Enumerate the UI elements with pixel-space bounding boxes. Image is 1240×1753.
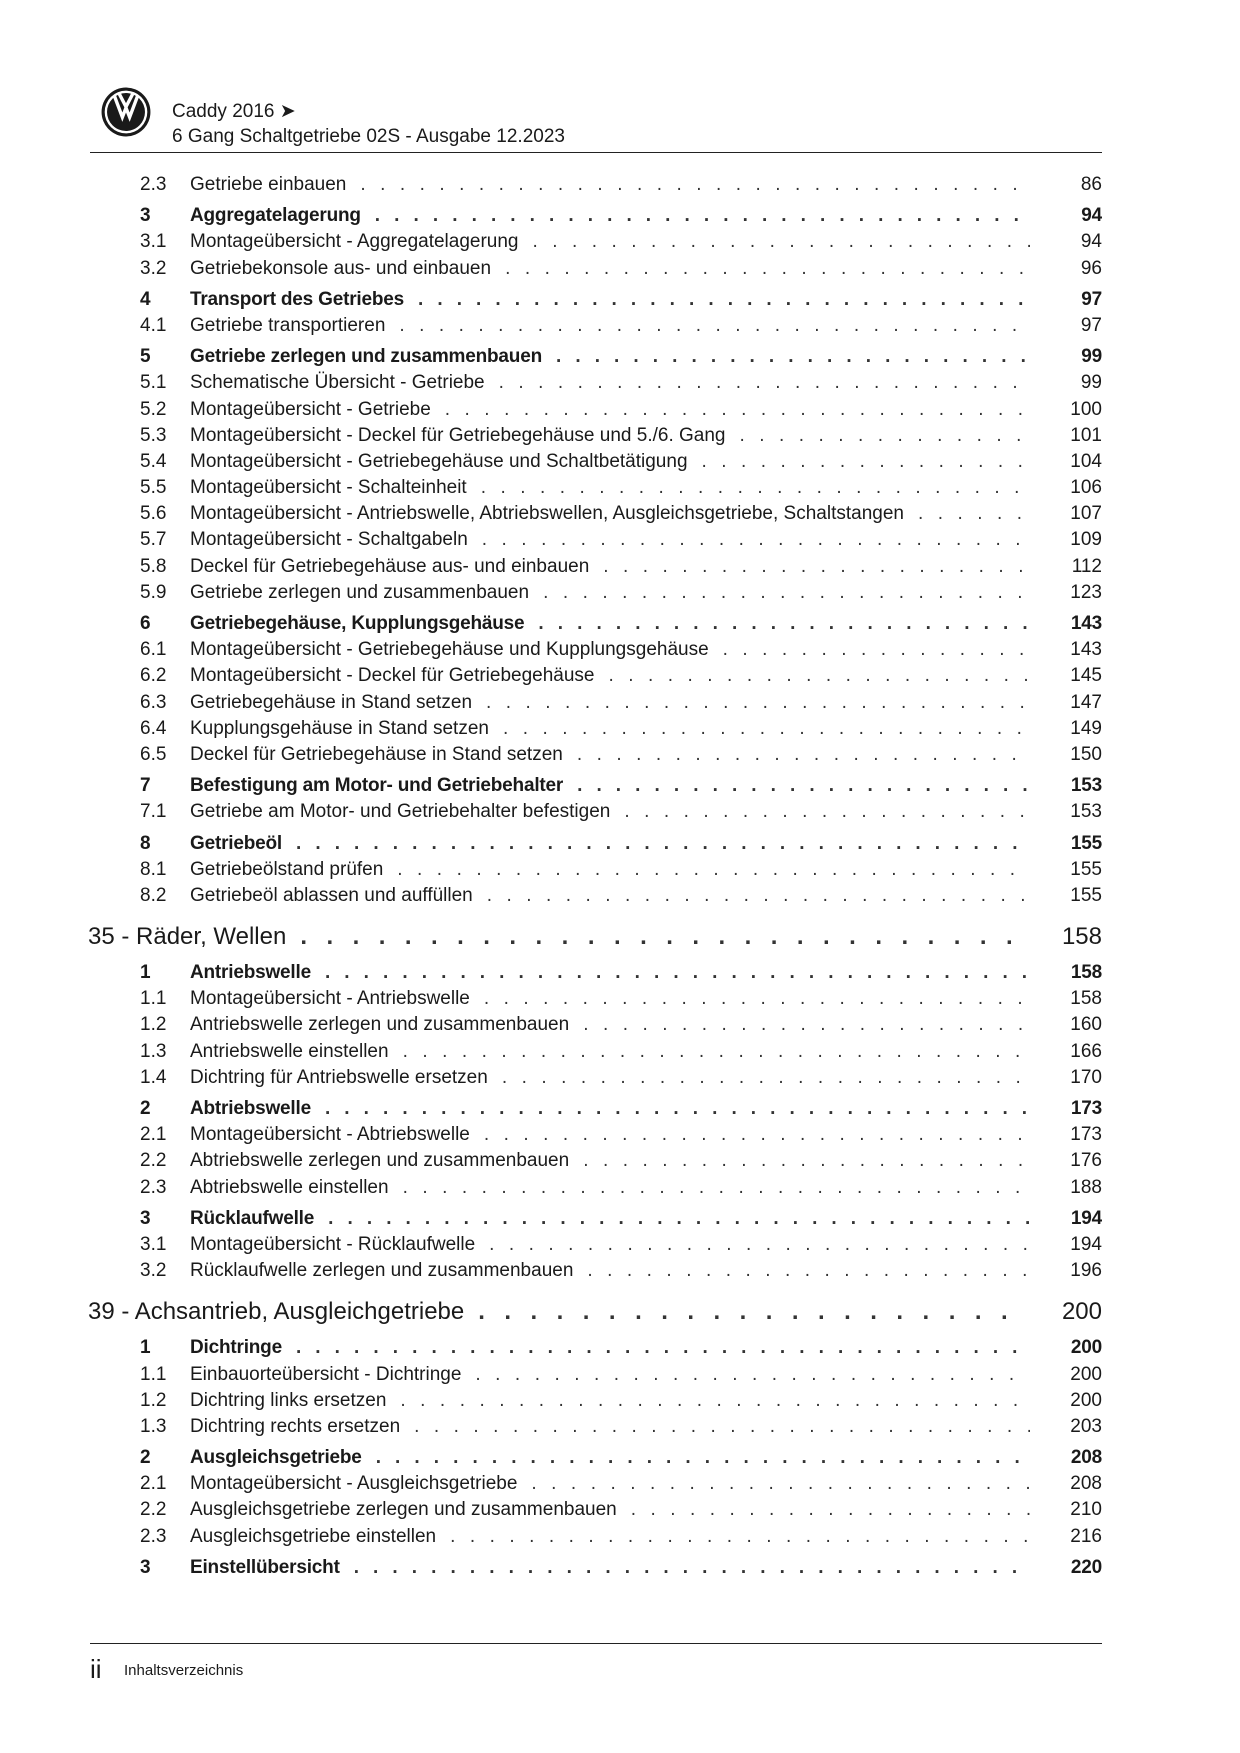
toc-entry-title: Abtriebswelle zerlegen und zusammenbauen (190, 1150, 570, 1172)
toc-subsection[interactable] (88, 1497, 1102, 1523)
footer-section-label: Inhaltsverzeichnis (124, 1662, 244, 1679)
toc-subsection[interactable] (88, 1362, 1102, 1388)
toc-subsection[interactable] (88, 527, 1102, 553)
toc-entry-number: 1.3 (140, 1040, 167, 1062)
toc-subsection[interactable] (88, 799, 1102, 825)
toc-entry-number: 6.5 (140, 743, 167, 765)
vw-logo-icon (100, 86, 152, 138)
toc-dot-leader (414, 1414, 1030, 1440)
toc-entry-page: 143 (1070, 613, 1102, 634)
page-header (90, 86, 1102, 152)
toc-dot-leader (376, 1445, 1030, 1471)
toc-entry-number: 2.2 (140, 1150, 167, 1172)
toc-dot-leader (325, 960, 1030, 986)
toc-entry-title: Montageübersicht - Schaltgabeln (190, 529, 468, 551)
toc-dot-leader (577, 773, 1030, 799)
toc-entry-number: 5.2 (140, 398, 167, 420)
toc-entry-page: 196 (1070, 1260, 1102, 1282)
toc-entry-page: 194 (1070, 1233, 1102, 1255)
toc-entry-number: 1.3 (140, 1415, 167, 1437)
toc-entry-number: 2 (140, 1447, 151, 1469)
toc-entry-number: 5.4 (140, 450, 167, 472)
toc-entry-title: Rücklaufwelle zerlegen und zusammenbauen (190, 1260, 574, 1282)
toc-entry-page: 100 (1070, 398, 1102, 420)
toc-entry-title: Montageübersicht - Ausgleichsgetriebe (190, 1473, 518, 1495)
toc-entry-page: 208 (1070, 1473, 1102, 1495)
toc-entry-title: Getriebe transportieren (190, 314, 386, 336)
toc-entry-number: 1.2 (140, 1389, 167, 1411)
toc-entry-number: 5.6 (140, 503, 167, 525)
toc-subsection[interactable] (88, 1232, 1102, 1258)
toc-dot-leader (400, 1388, 1030, 1414)
toc-dot-leader (475, 1362, 1030, 1388)
toc-dot-leader (484, 986, 1030, 1012)
toc-subsection[interactable] (88, 580, 1102, 606)
toc-dot-leader (481, 475, 1030, 501)
toc-entry-number: 6.2 (140, 665, 167, 687)
toc-dot-leader (624, 799, 1030, 825)
toc-entry-title: Montageübersicht - Deckel für Getriebegehäuse (190, 665, 595, 687)
toc-entry-page: 216 (1070, 1525, 1102, 1547)
toc-subsection[interactable] (88, 1388, 1102, 1414)
toc-subsection[interactable] (88, 1065, 1102, 1091)
toc-subsection[interactable] (88, 1524, 1102, 1550)
toc-entry-title: Ausgleichsgetriebe einstellen (190, 1525, 437, 1547)
toc-entry-page: 112 (1071, 555, 1102, 577)
toc-section[interactable] (88, 1335, 1102, 1361)
toc-dot-leader (502, 1065, 1030, 1091)
toc-entry-number: 6.4 (140, 717, 167, 739)
toc-entry-number: 3 (140, 1556, 151, 1578)
toc-dot-leader (296, 831, 1030, 857)
toc-entry-number: 3 (140, 1207, 151, 1229)
toc-entry-title: Abtriebswelle (190, 1098, 311, 1119)
toc-entry-number: 1.1 (140, 988, 167, 1010)
toc-dot-leader (702, 449, 1030, 475)
toc-entry-page: 106 (1070, 477, 1102, 499)
toc-entry-number: 8 (140, 832, 151, 854)
toc-entry-title: Ausgleichsgetriebe (190, 1447, 362, 1469)
toc-entry-page: 153 (1070, 801, 1102, 823)
toc-subsection[interactable] (88, 637, 1102, 663)
toc-entry-page: 200 (1070, 1337, 1102, 1359)
toc-subsection[interactable] (88, 313, 1102, 339)
toc-entry-title: Transport des Getriebes (190, 288, 404, 310)
toc-entry-page: 200 (1070, 1389, 1102, 1411)
toc-entry-number: 5.5 (140, 477, 167, 499)
toc-entry-page: 104 (1070, 450, 1102, 472)
toc-entry-title: Kupplungsgehäuse in Stand setzen (190, 717, 489, 739)
toc-entry-number: 3.2 (140, 1260, 167, 1282)
toc-entry-title: Antriebswelle (190, 962, 311, 984)
toc-dot-leader (503, 716, 1030, 742)
toc-section[interactable] (88, 1096, 1102, 1122)
toc-dot-leader (531, 1471, 1030, 1497)
toc-entry-title: 39 - Achsantrieb, Ausgleichgetriebe (88, 1298, 465, 1326)
toc-subsection[interactable] (88, 229, 1102, 255)
toc-section[interactable] (88, 1206, 1102, 1232)
toc-subsection[interactable] (88, 256, 1102, 282)
toc-dot-leader (583, 1012, 1030, 1038)
toc-entry-title: Einbauorteübersicht - Dichtringe (190, 1363, 462, 1385)
toc-entry-title: Aggregatelagerung (190, 205, 361, 227)
toc-dot-leader (486, 690, 1030, 716)
toc-entry-page: 158 (1070, 962, 1102, 984)
toc-entry-page: 99 (1081, 346, 1102, 368)
toc-entry-page: 145 (1070, 665, 1102, 687)
toc-dot-leader (403, 1175, 1030, 1201)
toc-subsection[interactable] (88, 475, 1102, 501)
toc-subsection[interactable] (88, 1175, 1102, 1201)
toc-dot-leader (533, 229, 1030, 255)
toc-entry-number: 3.1 (140, 1233, 167, 1255)
toc-subsection[interactable] (88, 370, 1102, 396)
toc-subsection[interactable] (88, 1471, 1102, 1497)
toc-dot-leader (583, 1148, 1030, 1174)
toc-entry-title: Dichtringe (190, 1337, 282, 1359)
toc-entry-page: 107 (1070, 503, 1102, 525)
toc-entry-number: 7.1 (140, 801, 167, 823)
toc-dot-leader (445, 397, 1030, 423)
toc-entry-number: 2.3 (140, 1176, 167, 1198)
toc-entry-title: Abtriebswelle einstellen (190, 1176, 389, 1198)
toc-subsection[interactable] (88, 857, 1102, 883)
toc-dot-leader (609, 663, 1030, 689)
toc-entry-title: Getriebe zerlegen und zusammenbauen (190, 346, 542, 368)
toc-dot-leader (403, 1039, 1030, 1065)
toc-entry-title: Antriebswelle einstellen (190, 1040, 389, 1062)
toc-entry-page: 173 (1070, 1098, 1102, 1119)
toc-dot-leader (487, 883, 1030, 909)
table-of-contents (88, 172, 1102, 1581)
toc-dot-leader (397, 857, 1030, 883)
toc-entry-title: Rücklaufwelle (190, 1207, 315, 1229)
toc-section[interactable] (88, 344, 1102, 370)
toc-entry-title: Dichtring für Antriebswelle ersetzen (190, 1066, 488, 1088)
footer-page-number: ii (90, 1654, 102, 1684)
toc-entry-page: 208 (1070, 1447, 1102, 1469)
toc-entry-page: 94 (1081, 205, 1102, 227)
toc-entry-number: 4 (140, 288, 151, 310)
toc-dot-leader (499, 370, 1030, 396)
toc-entry-page: 210 (1070, 1499, 1102, 1521)
toc-entry-number: 3.2 (140, 257, 167, 279)
toc-entry-number: 3.1 (140, 231, 167, 253)
toc-dot-leader (296, 1335, 1030, 1361)
toc-entry-page: 160 (1070, 1014, 1102, 1036)
toc-section[interactable] (88, 773, 1102, 799)
toc-subsection[interactable] (88, 172, 1102, 198)
toc-entry-title: Getriebekonsole aus- und einbauen (190, 257, 492, 279)
toc-dot-leader (543, 580, 1030, 606)
toc-entry-number: 5 (140, 346, 151, 368)
toc-section[interactable] (88, 1445, 1102, 1471)
toc-entry-number: 5.3 (140, 424, 167, 446)
toc-dot-leader (354, 1555, 1030, 1581)
toc-entry-number: 5.1 (140, 372, 167, 394)
toc-section[interactable] (88, 831, 1102, 857)
toc-dot-leader (399, 313, 1030, 339)
toc-entry-page: 153 (1070, 775, 1102, 797)
toc-entry-number: 2 (140, 1098, 151, 1119)
toc-entry-title: Ausgleichsgetriebe zerlegen und zusammenbauen (190, 1499, 617, 1521)
toc-entry-title: Montageübersicht - Schalteinheit (190, 477, 467, 499)
toc-entry-number: 4.1 (140, 314, 167, 336)
toc-entry-page: 200 (1061, 1298, 1102, 1326)
toc-dot-leader (505, 256, 1030, 282)
toc-entry-page: 158 (1061, 923, 1102, 951)
toc-entry-number: 5.9 (140, 581, 167, 603)
toc-entry-title: Getriebeöl ablassen und auffüllen (190, 884, 473, 906)
toc-subsection[interactable] (88, 742, 1102, 768)
toc-subsection[interactable] (88, 423, 1102, 449)
toc-subsection[interactable] (88, 397, 1102, 423)
toc-subsection[interactable] (88, 690, 1102, 716)
toc-entry-number: 6.1 (140, 639, 167, 661)
toc-entry-title: Montageübersicht - Getriebe (190, 398, 431, 420)
toc-subsection[interactable] (88, 1258, 1102, 1284)
toc-entry-page: 188 (1070, 1176, 1102, 1198)
toc-entry-title: Dichtring rechts ersetzen (190, 1415, 401, 1437)
toc-dot-leader (375, 203, 1030, 229)
toc-dot-leader (918, 501, 1030, 527)
toc-entry-number: 5.7 (140, 529, 167, 551)
toc-entry-title: Montageübersicht - Deckel für Getriebegehäuse und 5./6. Gang (190, 424, 726, 446)
toc-entry-title: Montageübersicht - Antriebswelle, Abtriebswellen, Ausgleichsgetriebe, Schaltstangen (190, 503, 904, 525)
toc-entry-page: 109 (1070, 529, 1102, 551)
toc-entry-number: 7 (140, 775, 151, 797)
toc-entry-page: 155 (1070, 858, 1102, 880)
toc-entry-title: Antriebswelle zerlegen und zusammenbauen (190, 1014, 570, 1036)
toc-dot-leader (489, 1232, 1030, 1258)
toc-section[interactable] (88, 960, 1102, 986)
toc-entry-title: Befestigung am Motor- und Getriebehalter (190, 775, 564, 797)
toc-subsection[interactable] (88, 1039, 1102, 1065)
toc-subsection[interactable] (88, 883, 1102, 909)
toc-dot-leader (577, 742, 1030, 768)
toc-chapter[interactable] (88, 919, 1102, 955)
toc-subsection[interactable] (88, 1012, 1102, 1038)
toc-entry-title: Getriebeölstand prüfen (190, 858, 384, 880)
toc-entry-page: 97 (1081, 288, 1102, 310)
toc-entry-number: 1 (140, 962, 151, 984)
toc-entry-number: 2.3 (140, 174, 167, 195)
toc-chapter[interactable] (88, 1294, 1102, 1330)
toc-entry-number: 1.4 (140, 1066, 167, 1088)
toc-entry-title: Schematische Übersicht - Getriebe (190, 372, 485, 394)
toc-entry-number: 1 (140, 1337, 151, 1359)
toc-entry-title: Getriebeöl (190, 832, 282, 854)
header-divider (90, 152, 1102, 153)
toc-entry-page: 158 (1070, 988, 1102, 1010)
toc-entry-title: 35 - Räder, Wellen (88, 923, 287, 951)
toc-dot-leader (450, 1524, 1030, 1550)
toc-dot-leader (587, 1258, 1030, 1284)
toc-entry-number: 8.1 (140, 858, 167, 880)
toc-entry-number: 8.2 (140, 884, 167, 906)
toc-entry-title: Montageübersicht - Abtriebswelle (190, 1124, 470, 1146)
toc-entry-page: 96 (1080, 257, 1102, 279)
toc-entry-title: Getriebegehäuse, Kupplungsgehäuse (190, 613, 525, 634)
toc-entry-number: 2.3 (140, 1525, 167, 1547)
toc-entry-page: 94 (1080, 231, 1102, 253)
toc-entry-title: Montageübersicht - Rücklaufwelle (190, 1233, 476, 1255)
toc-subsection[interactable] (88, 554, 1102, 580)
toc-entry-title: Getriebe am Motor- und Getriebehalter befestigen (190, 801, 611, 823)
toc-entry-number: 6.3 (140, 691, 167, 713)
toc-entry-title: Einstellübersicht (190, 1556, 340, 1578)
page-footer (90, 1643, 1102, 1683)
toc-dot-leader (482, 527, 1030, 553)
toc-entry-title: Deckel für Getriebegehäuse in Stand setzen (190, 743, 563, 765)
toc-entry-number: 2.1 (140, 1473, 167, 1495)
toc-dot-leader (484, 1122, 1030, 1148)
toc-entry-title: Montageübersicht - Getriebegehäuse und Kupplungsgehäuse (190, 639, 709, 661)
toc-subsection[interactable] (88, 449, 1102, 475)
toc-entry-page: 200 (1070, 1363, 1102, 1385)
toc-entry-title: Dichtring links ersetzen (190, 1389, 387, 1411)
toc-section[interactable] (88, 611, 1102, 637)
toc-entry-page: 166 (1070, 1040, 1102, 1062)
toc-dot-leader (556, 344, 1030, 370)
toc-entry-page: 143 (1070, 639, 1102, 661)
toc-subsection[interactable] (88, 716, 1102, 742)
toc-entry-title: Getriebegehäuse in Stand setzen (190, 691, 473, 713)
toc-entry-page: 155 (1070, 884, 1102, 906)
toc-entry-page: 203 (1070, 1415, 1102, 1437)
toc-entry-title: Montageübersicht - Getriebegehäuse und Schaltbetätigung (190, 450, 688, 472)
toc-entry-page: 97 (1080, 314, 1102, 336)
toc-subsection[interactable] (88, 663, 1102, 689)
toc-entry-page: 99 (1080, 372, 1102, 394)
toc-section[interactable] (88, 1555, 1102, 1581)
toc-entry-page: 149 (1070, 717, 1102, 739)
toc-entry-page: 176 (1070, 1150, 1102, 1172)
toc-entry-title: Getriebe zerlegen und zusammenbauen (190, 581, 530, 603)
toc-entry-number: 2.1 (140, 1124, 167, 1146)
toc-subsection[interactable] (88, 1148, 1102, 1174)
toc-subsection[interactable] (88, 1414, 1102, 1440)
toc-entry-page: 101 (1070, 424, 1102, 446)
toc-entry-page: 155 (1070, 832, 1102, 854)
toc-entry-page: 86 (1080, 174, 1102, 195)
toc-dot-leader (328, 1206, 1030, 1232)
toc-entry-number: 6 (140, 613, 151, 634)
toc-dot-leader (603, 554, 1030, 580)
toc-dot-leader (360, 172, 1030, 198)
toc-subsection[interactable] (88, 986, 1102, 1012)
toc-entry-number: 5.8 (140, 555, 167, 577)
toc-dot-leader (740, 423, 1031, 449)
toc-section[interactable] (88, 287, 1102, 313)
toc-dot-leader (478, 1294, 1024, 1330)
toc-entry-number: 1.1 (140, 1363, 167, 1385)
toc-dot-leader (325, 1096, 1030, 1122)
toc-entry-page: 194 (1070, 1207, 1102, 1229)
toc-dot-leader (538, 611, 1030, 637)
toc-dot-leader (418, 287, 1030, 313)
toc-entry-page: 150 (1070, 743, 1102, 765)
toc-entry-number: 1.2 (140, 1014, 167, 1036)
toc-entry-page: 220 (1070, 1556, 1102, 1578)
toc-entry-number: 2.2 (140, 1499, 167, 1521)
footer-divider (90, 1643, 1102, 1644)
toc-entry-page: 170 (1070, 1066, 1102, 1088)
toc-entry-title: Montageübersicht - Antriebswelle (190, 988, 470, 1010)
toc-entry-number: 3 (140, 205, 151, 227)
header-manual-subtitle: 6 Gang Schaltgetriebe 02S - Ausgabe 12.2023 (172, 126, 565, 147)
toc-subsection[interactable] (88, 1122, 1102, 1148)
toc-dot-leader (723, 637, 1030, 663)
toc-entry-title: Getriebe einbauen (190, 174, 347, 195)
toc-entry-page: 123 (1070, 581, 1102, 603)
toc-section[interactable] (88, 203, 1102, 229)
toc-entry-page: 173 (1070, 1124, 1102, 1146)
toc-entry-title: Deckel für Getriebegehäuse aus- und einbauen (190, 555, 590, 577)
toc-dot-leader (300, 919, 1024, 955)
toc-dot-leader (631, 1497, 1030, 1523)
toc-entry-page: 147 (1070, 691, 1102, 713)
toc-entry-title: Montageübersicht - Aggregatelagerung (190, 231, 519, 253)
toc-subsection[interactable] (88, 501, 1102, 527)
header-vehicle-title: Caddy 2016 ➤ (172, 101, 296, 122)
